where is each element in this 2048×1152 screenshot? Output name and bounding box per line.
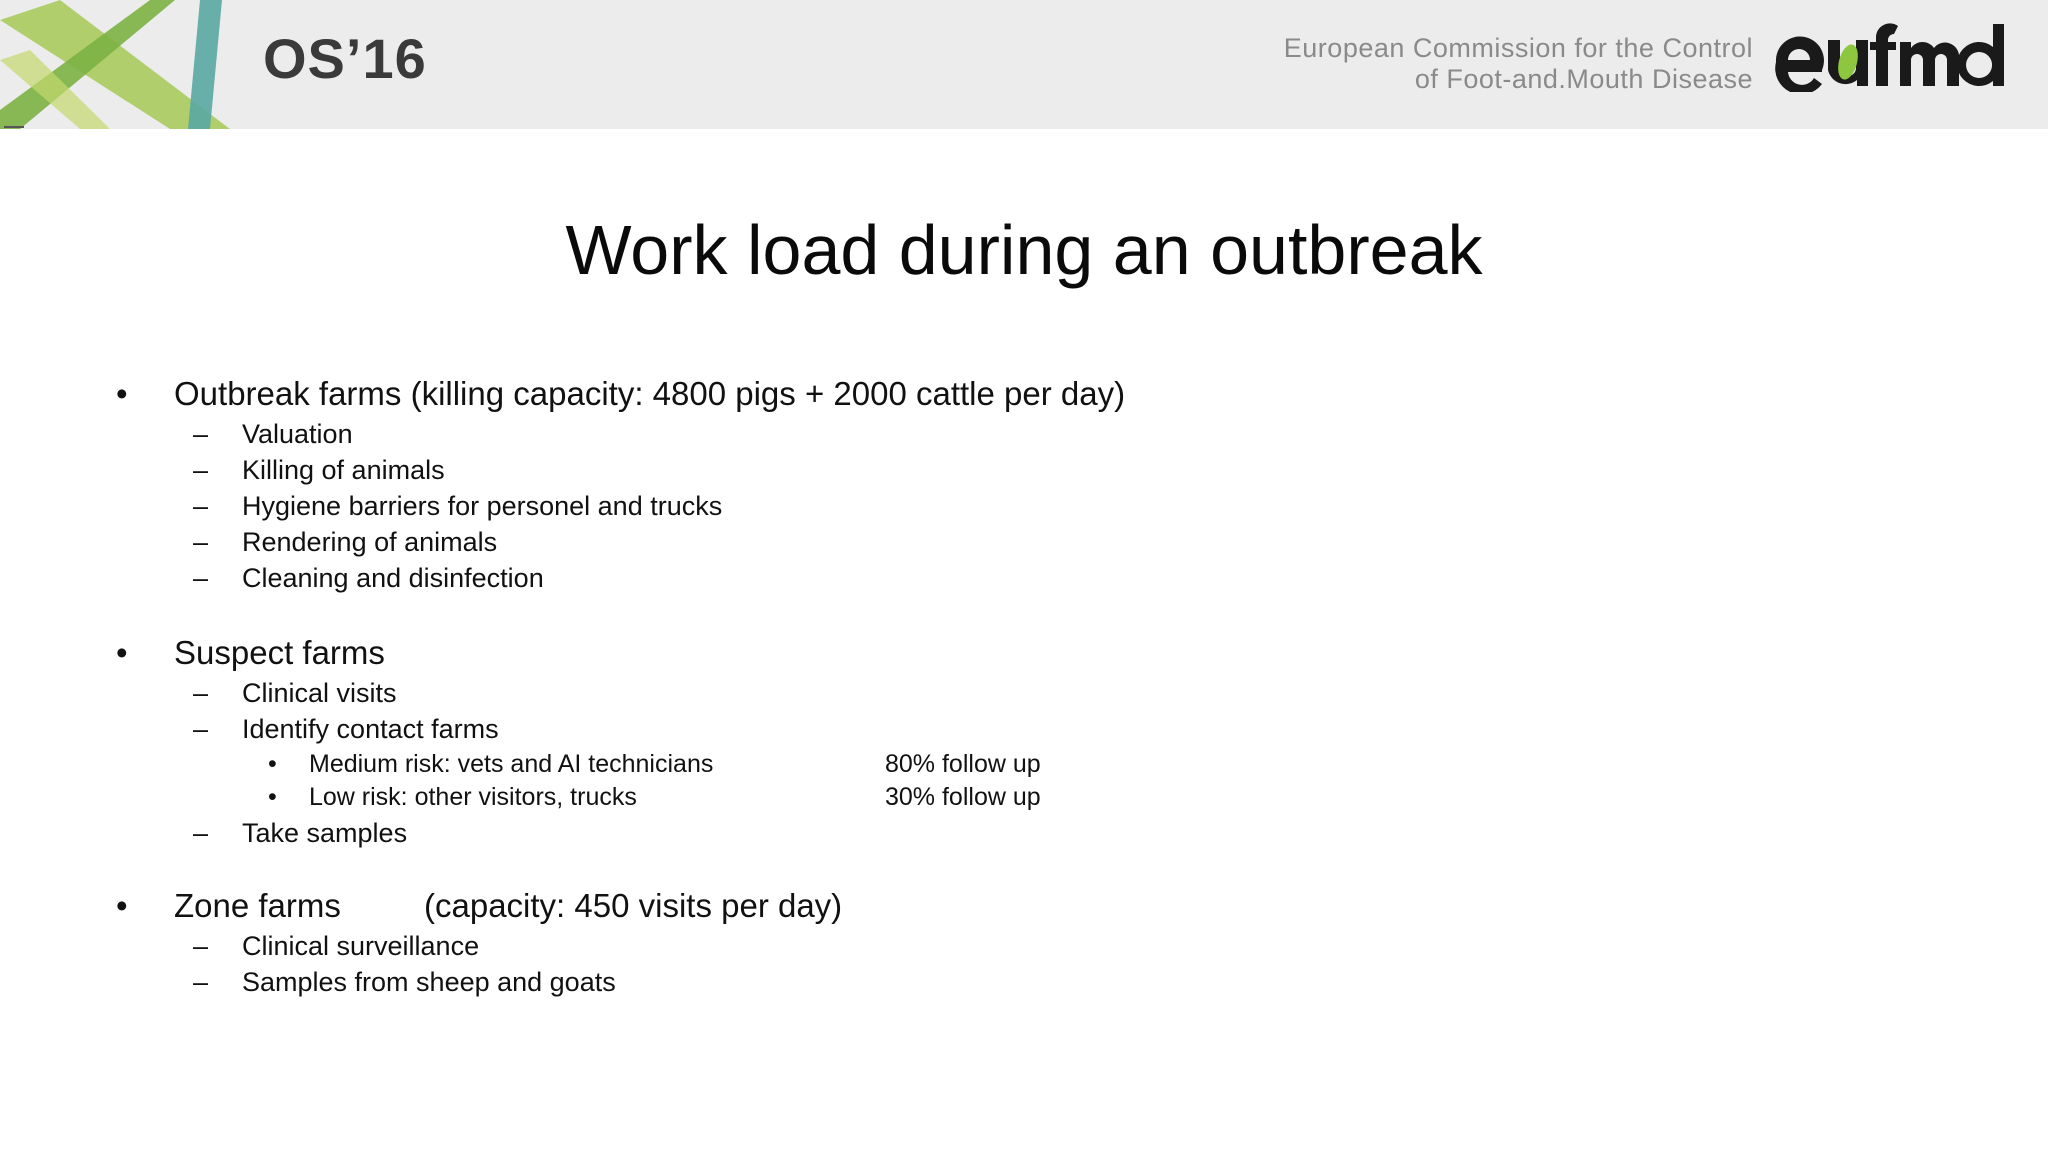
section-heading-suspect-farms: Suspect farms — [174, 634, 385, 671]
dash-marker: – — [193, 967, 209, 997]
sub-bullet-marker: • — [268, 750, 277, 778]
organization-name-line-1: European Commission for the Control — [1283, 33, 1753, 63]
list-item: Samples from sheep and goats — [242, 967, 616, 997]
bullet-marker: • — [116, 375, 128, 412]
section-heading-outbreak-farms: Outbreak farms (killing capacity: 4800 pigs + 2000 cattle per day) — [174, 375, 1126, 412]
dash-marker: – — [193, 563, 209, 593]
sub-list-item: Low risk: other visitors, trucks — [309, 783, 637, 811]
sub-list-item: Medium risk: vets and AI technicians — [309, 750, 714, 778]
list-item: Take samples — [242, 818, 408, 848]
list-item: Rendering of animals — [242, 527, 498, 557]
slide-title: Work load during an outbreak — [565, 211, 1483, 289]
list-item: Identify contact farms — [242, 714, 499, 744]
dash-marker: – — [193, 527, 209, 557]
bullet-marker: • — [116, 634, 128, 671]
list-item: Killing of animals — [242, 455, 445, 485]
follow-up-note: 30% follow up — [885, 783, 1041, 811]
dash-marker: – — [193, 455, 209, 485]
list-item: Cleaning and disinfection — [242, 563, 544, 593]
organization-name-line-2: of Foot-and.Mouth Disease — [1414, 64, 1753, 94]
list-item: Hygiene barriers for personel and trucks — [242, 491, 723, 521]
section-heading-zone-farms: Zone farms — [174, 887, 341, 924]
dash-marker: – — [193, 491, 209, 521]
sub-bullet-marker: • — [268, 783, 277, 811]
dash-marker: – — [193, 678, 209, 708]
dash-marker: – — [193, 714, 209, 744]
follow-up-note: 80% follow up — [885, 750, 1041, 778]
list-item: Clinical surveillance — [242, 931, 480, 961]
list-item: Clinical visits — [242, 678, 397, 708]
dash-marker: – — [193, 818, 209, 848]
dash-marker: – — [193, 931, 209, 961]
event-label: OS’16 — [263, 27, 427, 90]
list-item: Valuation — [242, 419, 353, 449]
bullet-marker: • — [116, 887, 128, 924]
dash-marker: – — [193, 419, 209, 449]
section-heading-note: (capacity: 450 visits per day) — [424, 887, 843, 924]
